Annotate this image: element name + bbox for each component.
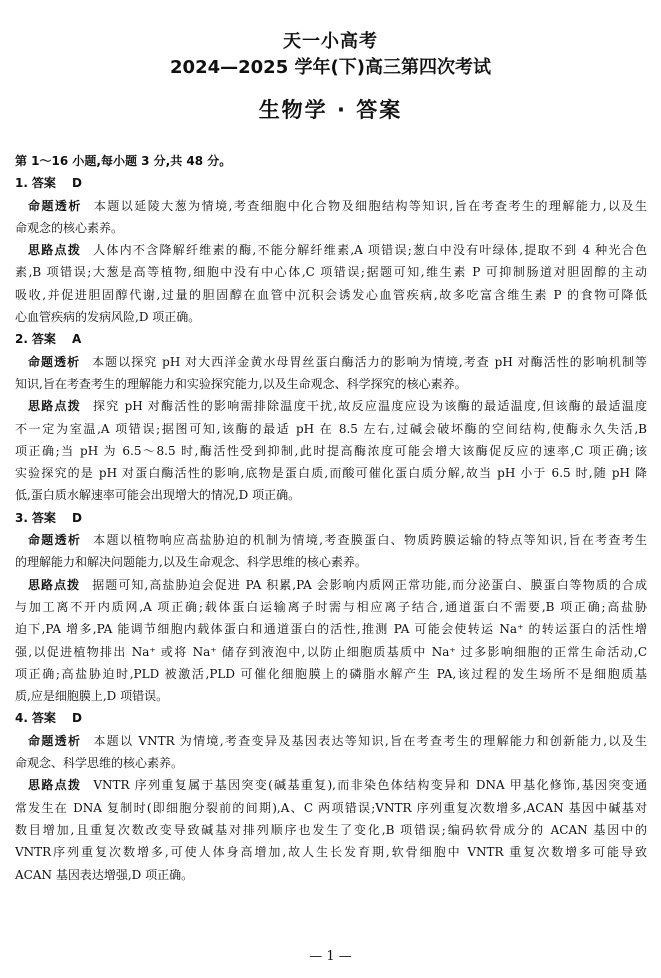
hint-line [15, 239, 647, 261]
hint-text: 强,以促进植物排出 Na⁺ 或将 Na⁺ 储存到液泡中,以防止细胞质基质中 Na⁺ 过多影响细胞的正常生命活动,C [15, 644, 647, 659]
hint-label: 思路点拨 [28, 399, 82, 414]
question-number: 2. [15, 332, 28, 347]
analysis-label: 命题透析 [28, 533, 82, 548]
analysis-text: 知识,旨在考查考生的理解能力和实验探究能力,以及生命观念、科学探究的核心素养。 [15, 376, 467, 391]
question-number: 1. [15, 176, 28, 191]
analysis-line [15, 195, 647, 217]
hint-text: 迫下,PA 增多,PA 能调节细胞内载体蛋白和通道蛋白的活性,推测 PA 可能会使转运 Na⁺ 的转运蛋白的活性增 [15, 622, 647, 637]
answer-label: 答案 [31, 332, 56, 347]
hint-text: 项正确;当 pH 为 6.5～8.5 时,酶活性受到抑制,此时提高酶浓度可能会增大该酶促反应的速率,C 项正确;该 [15, 443, 647, 458]
hint-text: VNTR 序列重复属于基因突变(碱基重复),而非染色体结构变异和 DNA 甲基化修饰,基因突变通 [93, 778, 647, 793]
hint-label: 思路点拨 [28, 577, 81, 592]
hint-text: 心血管疾病的发病风险,D 项正确。 [15, 310, 201, 325]
answer-label: 答案 [31, 510, 56, 525]
hint-label: 思路点拨 [28, 778, 82, 793]
hint-line [15, 641, 647, 663]
analysis-text: 命观念、科学思维的核心素养。 [15, 756, 184, 771]
hint-text: ACAN 基因表达增强,D 项正确。 [15, 867, 194, 882]
hint-text: VNTR序列重复次数增多,可使人体身高增加,故人生长发育期,软骨细胞中 VNTR 重复次数增多可能导致 [15, 845, 647, 860]
hint-line [15, 685, 647, 707]
hint-text: 不一定为室温,A 项错误;据图可知,该酶的最适 pH 在 8.5 左右,过碱会破坏酶的空间结构,使酶永久失活,B [15, 421, 647, 436]
hint-line [15, 261, 647, 283]
analysis-label: 命题透析 [28, 354, 81, 369]
analysis-label: 命题透析 [28, 733, 82, 748]
hint-text: 常发生在 DNA 复制时(即细胞分裂前的间期),A、C 两项错误;VNTR 序列重复次数增多,ACAN 基因中碱基对 [15, 800, 647, 815]
hint-line [15, 574, 647, 596]
hint-text: 素,B 项错误;大葱是高等植物,细胞中没有中心体,C 项错误;据题可知,维生素 P 可抑制肠道对胆固醇的主动 [15, 265, 647, 280]
hint-line [15, 284, 647, 306]
hint-line [15, 418, 647, 440]
hint-text: 与加工离不开内质网,A 项正确;载体蛋白运输离子时需与相应离子结合,通道蛋白不需要,B 项正确;高盐胁 [15, 599, 647, 614]
hint-line [15, 484, 647, 506]
hint-text: 据题可知,高盐胁迫会促进 PA 积累,PA 会影响内质网正常功能,而分泌蛋白、膜蛋白等物质的合成 [92, 577, 647, 592]
hint-line [15, 841, 647, 863]
subject-title: 生物学 · 答案 [258, 98, 403, 122]
analysis-line [15, 752, 647, 774]
page-number: — 1 — [309, 949, 352, 964]
hint-line [15, 819, 647, 841]
hint-line [15, 306, 647, 328]
hint-label: 思路点拨 [28, 243, 82, 258]
analysis-line [15, 551, 647, 573]
hint-line [15, 462, 647, 484]
analysis-text: 命观念的核心素养。 [15, 220, 124, 235]
answer-value: D [71, 510, 82, 525]
answer-content [15, 150, 647, 886]
hint-line [15, 596, 647, 618]
hint-line [15, 774, 647, 796]
hint-text: 探究 pH 对酶活性的影响需排除温度干扰,故反应温度应设为该酶的最适温度,但该酶的最适温度 [93, 399, 647, 414]
analysis-text: 本题以探究 pH 对大西洋金黄水母胃丝蛋白酶活力的影响为情境,考查 pH 对酶活性的影响机制等 [92, 354, 647, 369]
hint-text: 数目增加,且重复次数改变导致碱基对排列顺序也发生了变化,B 项错误;编码软骨成分的 ACAN 基因中的 [15, 822, 647, 837]
org-title: 天一小高考 [283, 31, 378, 52]
question-number: 3. [15, 510, 28, 525]
hint-line [15, 864, 647, 886]
hint-line [15, 797, 647, 819]
answer-value: A [71, 332, 82, 347]
hint-text: 吸收,并促进胆固醇代谢,过量的胆固醇在血管中沉积会诱发心血管疾病,故多吃富含维生素 P 的食物可降低 [15, 287, 647, 302]
question-header [15, 507, 647, 529]
hint-text: 实验探究的是 pH 对蛋白酶活性的影响,底物是蛋白质,而酸可催化蛋白质分解,故当 pH 小于 6.5 时,随 pH 降 [15, 466, 647, 481]
section-intro: 第 1～16 小题,每小题 3 分,共 48 分。 [15, 154, 232, 168]
hint-text: 低,蛋白质水解速率可能会出现增大的情况,D 项正确。 [15, 488, 301, 503]
answer-value: D [71, 711, 82, 726]
hint-line [15, 395, 647, 417]
answer-label: 答案 [31, 711, 56, 726]
hint-line [15, 440, 647, 462]
question-header [15, 172, 647, 194]
analysis-line [15, 373, 647, 395]
hint-line [15, 663, 647, 685]
analysis-line [15, 529, 647, 551]
question-number: 4. [15, 711, 28, 726]
analysis-label: 命题透析 [28, 198, 82, 213]
answer-value: D [71, 176, 82, 191]
analysis-text: 本题以 VNTR 为情境,考查变异及基因表达等知识,旨在考查考生的理解能力和创新能力,以及生 [93, 733, 647, 748]
hint-text: 人体内不含降解纤维素的酶,不能分解纤维素,A 项错误;葱白中没有叶绿体,提取不到 4 种光合色 [93, 243, 647, 258]
answer-label: 答案 [31, 176, 56, 191]
question-header [15, 328, 647, 350]
question-header [15, 707, 647, 729]
exam-title: 2024—2025 学年(下)高三第四次考试 [170, 57, 491, 78]
analysis-text: 本题以延陵大葱为情境,考查细胞中化合物及细胞结构等知识,旨在考查考生的理解能力,以及生 [93, 198, 647, 213]
analysis-line [15, 217, 647, 239]
analysis-line [15, 730, 647, 752]
analysis-line [15, 351, 647, 373]
analysis-text: 的理解能力和解决问题能力,以及生命观念、科学思维的核心素养。 [15, 555, 367, 570]
analysis-text: 本题以植物响应高盐胁迫的机制为情境,考查膜蛋白、物质跨膜运输的特点等知识,旨在考查考生 [93, 533, 647, 548]
hint-line [15, 618, 647, 640]
hint-text: 质,应是细胞膜上,D 项错误。 [15, 689, 169, 704]
hint-text: 项正确;高盐胁迫时,PLD 被激活,PLD 可催化细胞膜上的磷脂水解产生 PA,该过程的发生场所不是细胞质基 [15, 666, 647, 681]
